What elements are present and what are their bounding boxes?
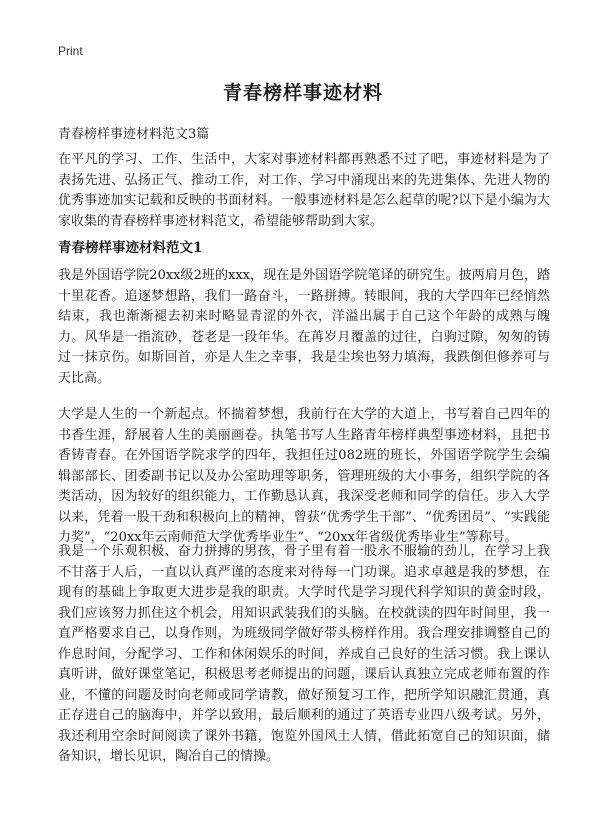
page-title: 青春榜样事迹材料 (222, 82, 383, 104)
body-paragraph: 大学是人生的一个新起点。怀揣着梦想，我前行在大学的大道上，书写着自己四年的书香生涯，舒展着人生的美丽画卷。执笔书写人生路青年榜样典型事迹材料，且把书香铸青春。在外国语学院求学的四年，我担任过082班的班长，外国语学院学生会编辑部部长、团委副书记以及办公室助理等职务，管理班级的大小事务，组织学院的各类活动，因为较好的组织能力，工作勤恳认真，我深受老师和同学的信任。步入大学以来，凭着一股干劲和积极向上的精神，曾获“优秀学生干部”、“优秀团员”、“实践能力奖”，“20xx年云南师范大学优秀毕业生”、“20xx年省级优秀毕业生”等称号。 (58, 407, 550, 545)
body-paragraph: 我是一个乐观积极、奋力拼搏的男孩，骨子里有着一股永不服输的劲儿，在学习上我不甘落于人后，一直以认真严谨的态度来对待每一门功课。追求卓越是我的梦想，在现有的基础上争取更大进步是我的职责。大学时代是学习现代科学知识的黄金时段，我们应该努力抓住这个机会，用知识武装我们的头脑。在校就读的四年时间里，我一直严格要求自己，以身作则，为班级同学做好带头榜样作用。我合理安排调整自己的作息时间，分配学习、工作和休闲娱乐的时间，养成自己良好的生活习惯。我上课认真听讲，做好课堂笔记，积极思考老师提出的问题，课后认真独立完成老师布置的作业，不懂的问题及时向老师或同学请教，做好预复习工作，把所学知识融汇贯通，真正存进自己的脑海中，并学以致用，最后顺利的通过了英语专业四八级考试。另外，我还利用空余时间阅读了课外书籍，饱览外国风土人情，借此拓宽自己的知识面，储备知识，增长见识，陶冶自己的情操。 (58, 544, 550, 764)
section-heading: 青春榜样事迹材料范文1 (58, 240, 203, 256)
intro-paragraph: 在平凡的学习、工作、生活中，大家对事迹材料都再熟悉不过了吧，事迹材料是为了表扬先进、弘扬正气、推动工作，对工作、学习中涌现出来的先进集体、先进人物的优秀事迹加实记载和反映的书面材料。一般事迹材料是怎么起草的呢?以下是小编为大家收集的青春榜样事迹材料范文，希望能够帮助到大家。 (58, 152, 550, 229)
print-label[interactable]: Print (58, 44, 83, 58)
body-paragraph: 我是外国语学院20xx级2班的xxx，现在是外国语学院笔译的研究生。披两肩月色，踏十里花香。追逐梦想路，我们一路奋斗，一路拼搏。转眼间，我的大学四年已经悄然结束，我也渐渐褪去初来时略显青涩的外衣，洋溢出属于自己这个年龄的成熟与魄力。风华是一指流砂，苍老是一段年华。在苒岁月覆盖的过往，白驹过隙，匆匆的铸过一抹京伤。如斯回首，亦是人生之幸事，我是尘埃也努力填海，我跌倒但修养可与天比高。 (58, 268, 550, 386)
document-subtitle: 青春榜样事迹材料范文3篇 (58, 127, 210, 142)
